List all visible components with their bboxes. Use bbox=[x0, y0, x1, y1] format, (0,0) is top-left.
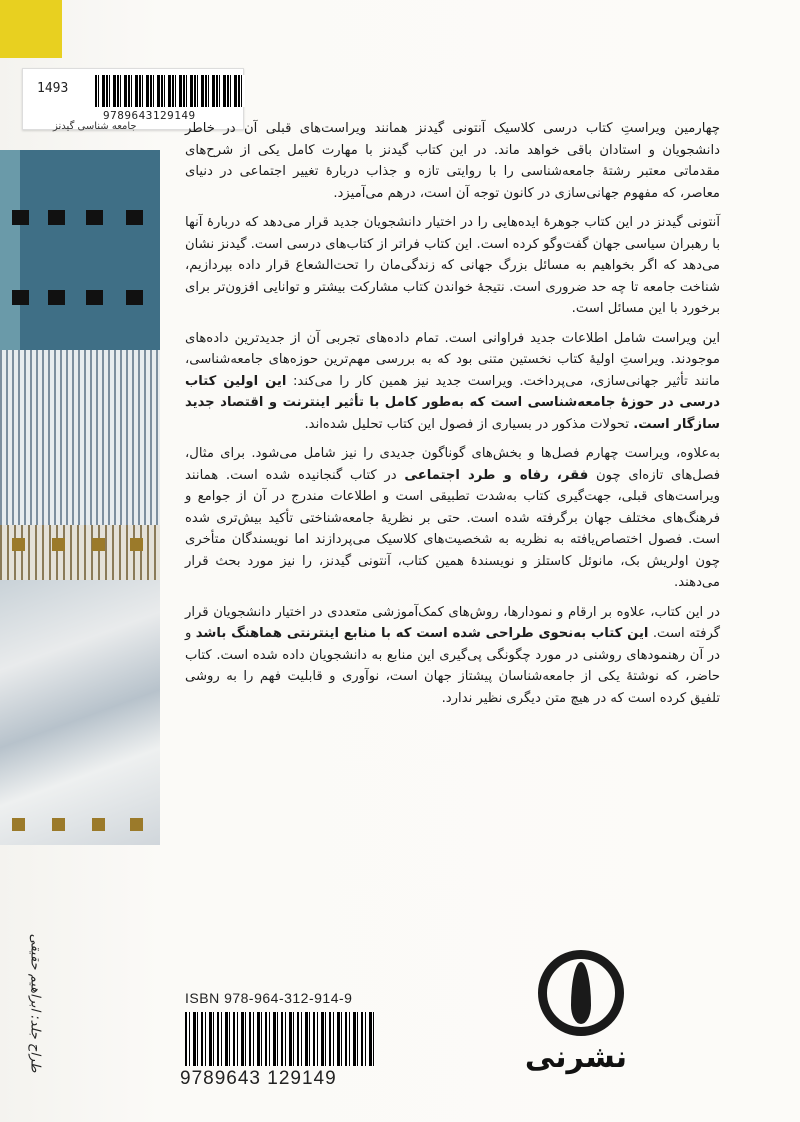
gold-square-mark bbox=[12, 538, 25, 551]
yellow-tab bbox=[0, 0, 62, 58]
square-mark bbox=[12, 210, 29, 225]
label-barcode bbox=[95, 75, 245, 107]
publisher-name: نشرنی bbox=[524, 1040, 627, 1075]
ean-digits: 9789643 129149 bbox=[180, 1068, 337, 1089]
blurb-text bbox=[185, 118, 720, 717]
square-mark bbox=[86, 290, 103, 305]
bold-phrase: این کتاب به‌نحوی طراحی شده است که با منابع اینترنتی هماهنگ باشد bbox=[195, 626, 649, 641]
square-mark bbox=[126, 290, 143, 305]
left-stripe-lines bbox=[0, 350, 160, 525]
blurb-paragraph: آنتونی گیدنز در این کتاب جوهرهٔ ایده‌هایی را در اختیار دانشجویان جدید قرار می‌دهد که دربارهٔ آنها با رهبران سیاسی جهان گفت‌وگو کرده است. این کتاب فراتر از کتاب‌های درسی است. گیدنز نشان می‌دهد که اگر بخواهیم به مسائل بزرگ جهانی که زندگی‌مان را تحت‌الشعاع قرار داده بپردازیم، شناخت جامعه تا چه حد ضروری است. نتیجهٔ خواندن کتاب مشارکت بیشتر و توانایی افزون‌تر برای برخورد با این مسائل است. bbox=[185, 215, 720, 316]
square-mark bbox=[12, 290, 29, 305]
gold-square-mark bbox=[92, 538, 105, 551]
square-mark bbox=[48, 290, 65, 305]
gold-square-mark bbox=[52, 538, 65, 551]
blurb-paragraph: به‌علاوه، ویراست چهارم فصل‌ها و بخش‌های گوناگون جدیدی را نیز شامل می‌شود. برای مثال، فصل‌های تازه‌ای چون فقر، رفاه و طرد اجتماعی در کتاب گنجانیده شده است. همانند ویراست‌های قبلی، جهت‌گیری کتاب به‌شدت تطبیقی است و اطلاعات مندرج در آن از جوامع و فرهنگ‌های مختلف جهان برگرفته شده است. حتی بر نظریهٔ جامعه‌شناختی تأکید بیش‌تری شده است. فصول اختصاص‌یافته به نظریه به شخصیت‌های کلاسیک می‌پردازند اما نویسندگان متأخری چون اولریش بک، مانوئل کاستلز و نویسندهٔ همین کتاب، آنتونی گیدنز، را نیز مورد بحث قرار می‌دهند. bbox=[185, 446, 720, 590]
left-stripe-photo bbox=[0, 580, 160, 845]
gold-square-mark bbox=[130, 538, 143, 551]
square-mark bbox=[86, 210, 103, 225]
blurb-paragraph: چهارمین ویراستِ کتاب درسی کلاسیک آنتونی گیدنز همانند ویراست‌های قبلی آن در خاطر دانشجویان و استادان باقی خواهد ماند. در این کتاب گیدنز با مهارت کامل یکی از شرح‌های مقدماتی معتبر رشتهٔ جامعه‌شناسی را با روایتی تازه و جذاب دربارهٔ تغییر اجتماعی در دنیای معاصر، که مفهوم جهانی‌سازی در کانون توجه آن است، درهم می‌آمیزد. bbox=[185, 121, 720, 201]
signature-text: طراح جلد: ابراهیم حقیقی bbox=[27, 933, 43, 1073]
square-mark bbox=[48, 210, 65, 225]
label-isbn: 9789643129149 bbox=[103, 109, 196, 122]
isbn-label: ISBN 978-964-312-914-9 bbox=[185, 990, 353, 1006]
square-mark bbox=[126, 210, 143, 225]
label-subtitle: جامعه شناسی گیدنز bbox=[53, 121, 137, 132]
blurb-paragraph: این ویراست شامل اطلاعات جدید فراوانی است. تمام داده‌های تجربی آن از جدیدترین داده‌های موجودند. ویراستِ اولیهٔ کتاب نخستین متنی بود که به بررسی مهم‌ترین حوزه‌های جامعه‌شناسی، مانند تأثیر جهانی‌سازی، می‌پرداخت. ویراست جدید نیز همین کار را می‌کند: این اولین کتاب درسی در حوزهٔ جامعه‌شناسی است که به‌طور کامل با تأثیر اینترنت و اقتصاد جدید سازگار است. تحولات مذکور در بسیاری از فصول این کتاب تحلیل شده‌اند. bbox=[185, 330, 721, 432]
designer-signature bbox=[15, 933, 55, 1075]
bold-phrase: فقر، رفاه و طرد اجتماعی bbox=[404, 467, 589, 483]
blurb-paragraph: در این کتاب، علاوه بر ارقام و نمودارها، روش‌های کمک‌آموزشی متعددی در اختیار دانشجویان قرار گرفته است. این کتاب به‌نحوی طراحی شده است که با منابع اینترنتی هماهنگ باشد و در آن رهنمودهای روشنی در مورد چگونگی پی‌گیری این منابع به دانشجویان داده شده است. کتاب حاضر، که نوشتهٔ یکی از جامعه‌شناسان پیشتاز جهان است، نوآوری و قابلیت فهم را به روشی تلفیق کرده است که در هیچ متن دیگری نظیر ندارد. bbox=[185, 604, 720, 706]
left-stripe-teal bbox=[0, 150, 20, 350]
label-number: 1493 bbox=[37, 81, 69, 96]
gold-square-mark bbox=[92, 818, 105, 831]
ean-barcode bbox=[185, 1012, 375, 1066]
bold-phrase: این اولین کتاب درسی در حوزهٔ جامعه‌شناسی است که به‌طور کامل با تأثیر اینترنت و اقتصاد جدید سازگار است. bbox=[185, 373, 720, 432]
gold-square-mark bbox=[130, 818, 143, 831]
left-stripe-blue bbox=[0, 150, 160, 350]
gold-square-mark bbox=[12, 818, 25, 831]
gold-square-mark bbox=[52, 818, 65, 831]
left-stripe-grey bbox=[0, 525, 160, 580]
